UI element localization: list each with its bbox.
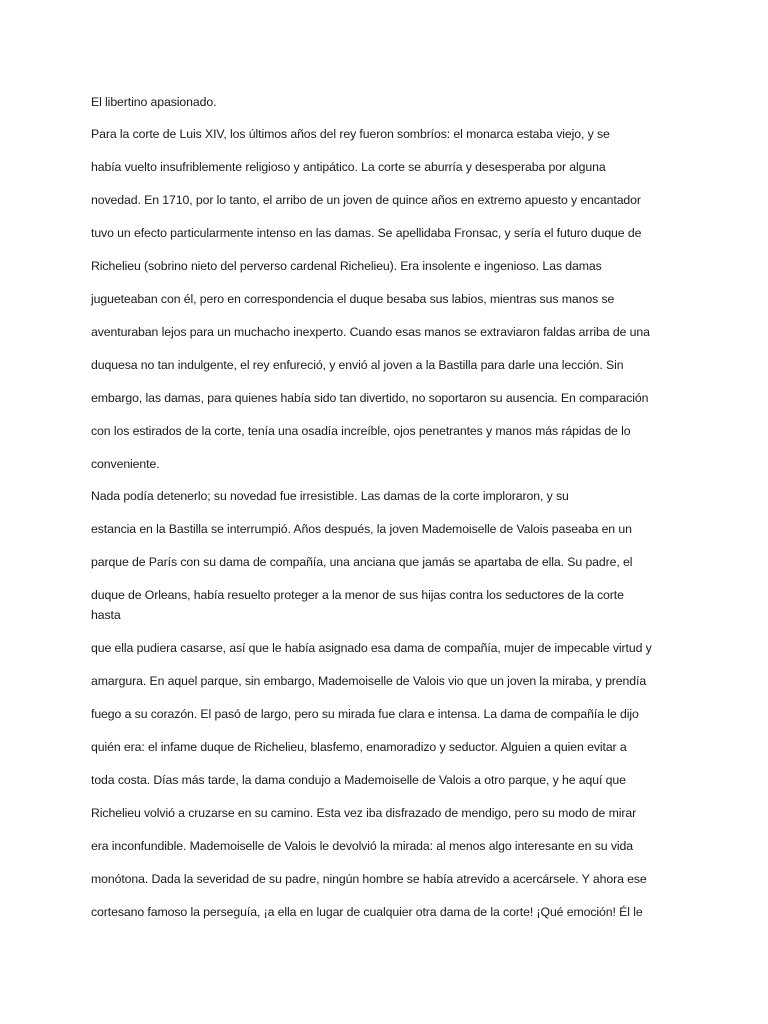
text-line: estancia en la Bastilla se interrumpió. Años después, la joven Mademoiselle de Valois paseaba en un — [91, 522, 632, 536]
text-line: quién era: el infame duque de Richelieu, blasfemo, enamoradizo y seductor. Alguien a quien evitar a — [91, 740, 627, 754]
text-line: embargo, las damas, para quienes había sido tan divertido, no soportaron su ausencia. En comparación — [91, 391, 649, 405]
text-line: monótona. Dada la severidad de su padre, ningún hombre se había atrevido a acercársele. Y ahora ese — [91, 872, 647, 886]
text-line: que ella pudiera casarse, así que le había asignado esa dama de compañía, mujer de impecable virtud y — [91, 641, 652, 655]
text-line: Richelieu volvió a cruzarse en su camino. Esta vez iba disfrazado de mendigo, pero su modo de mirar — [91, 806, 637, 820]
text-line: tuvo un efecto particularmente intenso en las damas. Se apellidaba Fronsac, y sería el futuro duque de — [91, 226, 642, 240]
text-line: con los estirados de la corte, tenía una osadía increíble, ojos penetrantes y manos más rápidas de lo — [91, 424, 631, 438]
text-line: jugueteaban con él, pero en correspondencia el duque besaba sus labios, mientras sus manos se — [91, 292, 615, 306]
text-line: hasta — [91, 608, 121, 622]
text-line: cortesano famoso la perseguía, ¡a ella en lugar de cualquier otra dama de la corte! ¡Qué emoción! Él le — [91, 905, 643, 919]
text-line: fuego a su corazón. El pasó de largo, pero su mirada fue clara e intensa. La dama de compañía le dijo — [91, 707, 639, 721]
text-line: aventuraban lejos para un muchacho inexperto. Cuando esas manos se extraviaron faldas arriba de una — [91, 325, 650, 339]
text-line: Para la corte de Luis XIV, los últimos años del rey fueron sombríos: el monarca estaba viejo, y se — [91, 127, 610, 141]
document-title: El libertino apasionado. — [91, 95, 217, 109]
text-line: Richelieu (sobrino nieto del perverso cardenal Richelieu). Era insolente e ingenioso. Las damas — [91, 259, 602, 273]
text-line: había vuelto insufriblemente religioso y antipático. La corte se aburría y desesperaba por alguna — [91, 160, 606, 174]
text-line: era inconfundible. Mademoiselle de Valois le devolvió la mirada: al menos algo interesante en su vida — [91, 839, 633, 853]
text-line: toda costa. Días más tarde, la dama condujo a Mademoiselle de Valois a otro parque, y he aquí que — [91, 773, 626, 787]
text-line: duquesa no tan indulgente, el rey enfureció, y envió al joven a la Bastilla para darle una lección. Sin — [91, 358, 624, 372]
text-line: conveniente. — [91, 457, 160, 471]
text-line: Nada podía detenerlo; su novedad fue irresistible. Las damas de la corte imploraron, y su — [91, 489, 569, 503]
text-line: novedad. En 1710, por lo tanto, el arribo de un joven de quince años en extremo apuesto y encantador — [91, 193, 641, 207]
text-line: amargura. En aquel parque, sin embargo, Mademoiselle de Valois vio que un joven la miraba, y prendía — [91, 674, 647, 688]
text-line: duque de Orleans, había resuelto proteger a la menor de sus hijas contra los seductores de la corte — [91, 588, 624, 602]
text-line: parque de París con su dama de compañía, una anciana que jamás se apartaba de ella. Su padre, el — [91, 555, 633, 569]
